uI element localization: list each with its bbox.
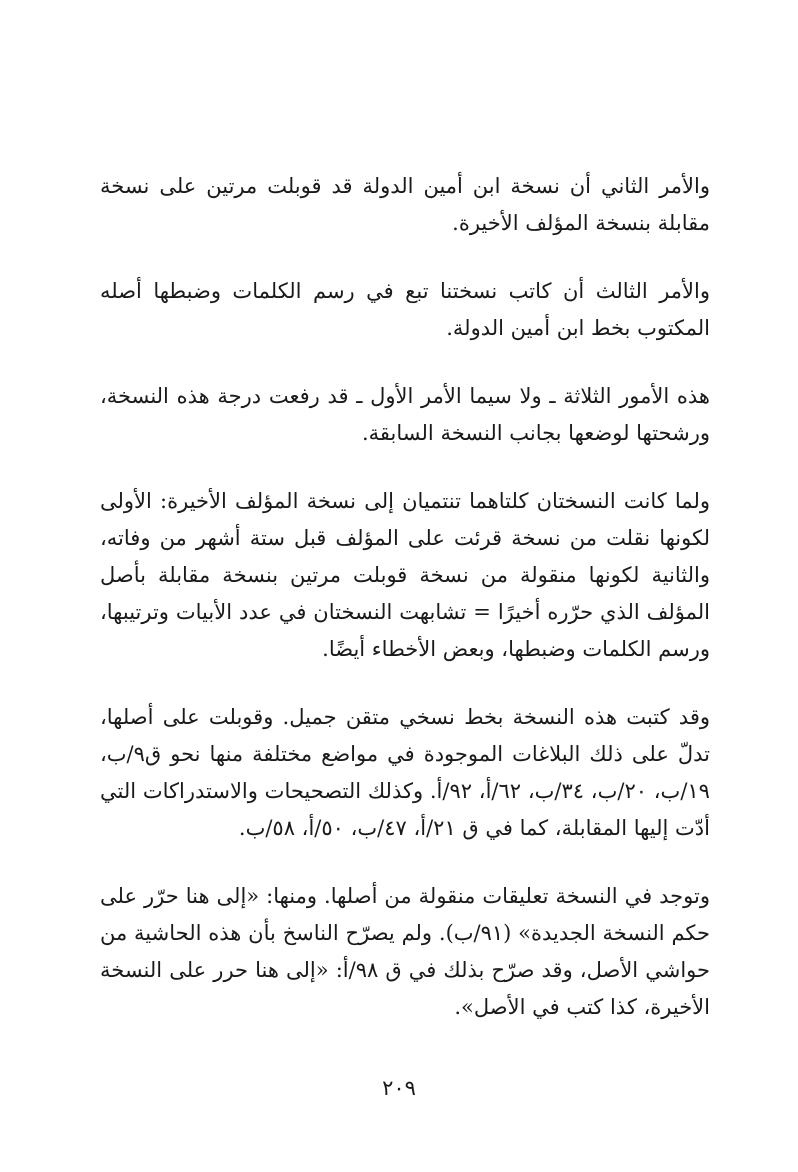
paragraph-copy-description: وقد كتبت هذه النسخة بخط نسخي متقن جميل. وقوبلت على أصلها، تدلّ على ذلك البلاغات الموجودة في مواضع مختلفة منها نحو ق٩/ب، ١٩/ب، ٢٠/ب، ٣٤/ب، ٦٢/أ، ٩٢/أ. وكذلك التصحيحات والاستدراكات التي أدّت إليها المقابلة، كما في ق ٢١/أ، ٤٧/ب، ٥٠/أ، ٥٨/ب. — [100, 705, 710, 840]
paragraph-annotations: وتوجد في النسخة تعليقات منقولة من أصلها. ومنها: «إلى هنا حرّر على حكم النسخة الجديدة» (٩١/ب). ولم يصرّح الناسخ بأن هذه الحاشية من حواشي الأصل، وقد صرّح بذلك في ق ٩٨/أ: «إلى هنا حرر على النسخة الأخيرة، كذا كتب في الأصل». — [100, 884, 711, 1019]
page-body — [100, 168, 710, 1026]
page-number: ٢٠٩ — [382, 1076, 416, 1100]
paragraph-third-matter: والأمر الثالث أن كاتب نسختنا تبع في رسم الكلمات وضبطها أصله المكتوب بخط ابن أمين الدولة. — [100, 279, 710, 340]
paragraph-second-matter: والأمر الثاني أن نسخة ابن أمين الدولة قد قوبلت مرتين على نسخة مقابلة بنسخة المؤلف الأخيرة. — [100, 174, 710, 235]
paragraph-two-copies: ولما كانت النسختان كلتاهما تنتميان إلى نسخة المؤلف الأخيرة: الأولى لكونها نقلت من نسخة قرئت على المؤلف قبل ستة أشهر من وفاته، والثانية لكونها منقولة من نسخة قوبلت مرتين بنسخة مقابلة بأصل المؤلف الذي حرّره أخيرًا = تشابهت النسختان في عدد الأبيات وترتيبها، ورسم الكلمات وضبطها، وبعض الأخطاء أيضًا. — [100, 489, 710, 661]
paragraph-three-matters: هذه الأمور الثلاثة ـ ولا سيما الأمر الأول ـ قد رفعت درجة هذه النسخة، ورشحتها لوضعها بجانب النسخة السابقة. — [100, 384, 710, 445]
